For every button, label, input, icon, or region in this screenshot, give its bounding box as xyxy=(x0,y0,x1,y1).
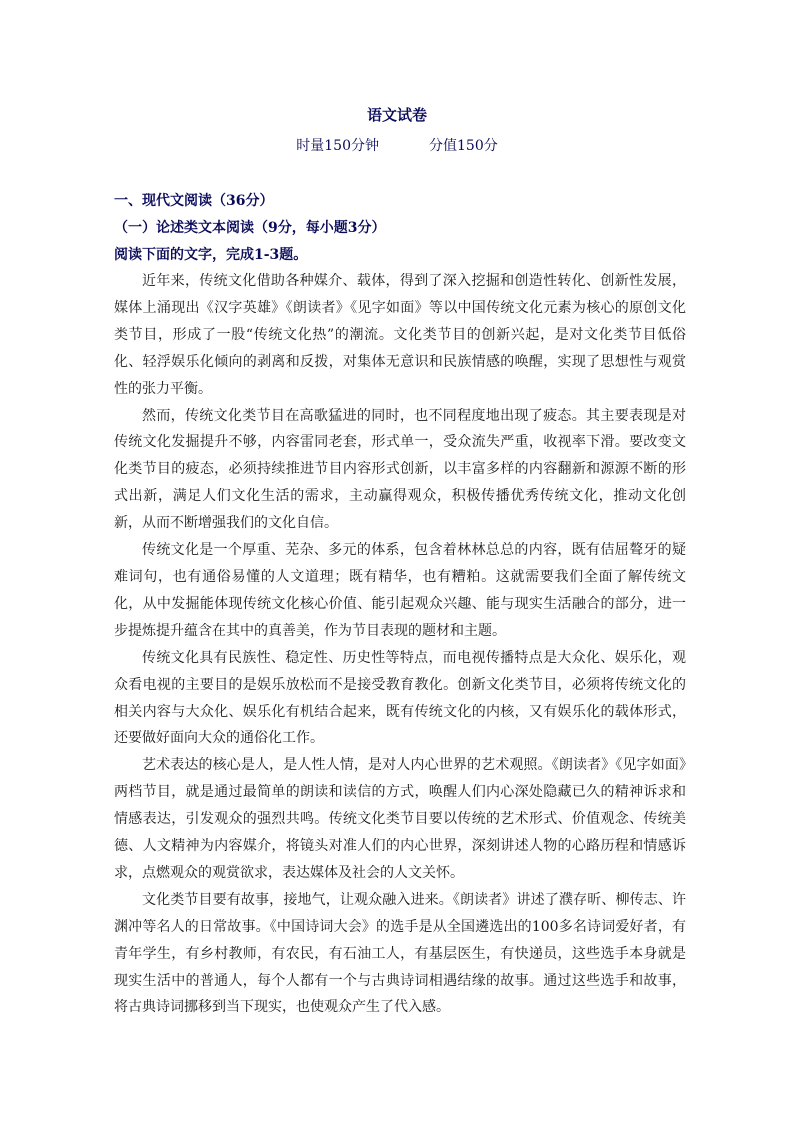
passage-paragraph-1: 近年来，传统文化借助各种媒介、载体，得到了深入挖掘和创造性转化、创新性发展，媒体上涌现出《汉字英雄》《朗读者》《见字如面》等以中国传统文化元素为核心的原创文化类节目，形成了一股“传统文化热”的潮流。文化类节目的创新兴起，是对文化类节目低俗化、轻浮娱乐化倾向的剥离和反拨，对集体无意识和民族情感的唤醒，实现了思想性与观赏性的张力平衡。 xyxy=(114,273,686,397)
passage-paragraph-6: 文化类节目要有故事，接地气，让观众融入进来。《朗读者》讲述了濮存昕、柳传志、许渊冲等名人的日常故事。《中国诗词大会》的选手是从全国遴选出的100多名诗词爱好者，有青年学生，有乡村教师，有农民，有石油工人，有基层医生，有快递员，这些选手本身就是现实生活中的普通人，每个人都有一个与古典诗词相遇结缘的故事。通过这些选手和故事，将古典诗词挪移到当下现实，也使观众产生了代入感。 xyxy=(114,891,686,1016)
total-score: 分值150分 xyxy=(429,138,498,154)
time-limit: 时量150分钟 xyxy=(296,138,379,154)
passage-paragraph-2: 然而，传统文化类节目在高歌猛进的同时，也不同程度地出现了疲态。其主要表现是对传统文化发掘提升不够，内容雷同老套，形式单一，受众流失严重，收视率下滑。要改变文化类节目的疲态，必须持续推进节目内容形式创新，以丰富多样的内容翻新和源源不断的形式出新，满足人们文化生活的需求，主动赢得观众，积极传播优秀传统文化，推动文化创新，从而不断增强我们的文化自信。 xyxy=(114,407,686,532)
section-heading-modern-reading: 一、现代文阅读（36分） xyxy=(114,193,274,209)
reading-instruction: 阅读下面的文字，完成1-3题。 xyxy=(114,247,308,263)
passage-body xyxy=(114,268,686,1021)
subsection-heading-argumentative: （一）论述类文本阅读（9分，每小题3分） xyxy=(114,220,386,236)
exam-meta xyxy=(0,135,794,155)
exam-title: 语文试卷 xyxy=(366,106,427,124)
passage-paragraph-4: 传统文化具有民族性、稳定性、历史性等特点，而电视传播特点是大众化、娱乐化，观众看电视的主要目的是娱乐放松而不是接受教育教化。创新文化类节目，必须将传统文化的相关内容与大众化、娱乐化有机结合起来，既有传统文化的内核，又有娱乐化的载体形式，还要做好面向大众的通俗化工作。 xyxy=(114,649,686,747)
passage-paragraph-3: 传统文化是一个厚重、芜杂、多元的体系，包含着林林总总的内容，既有佶屈聱牙的疑难词句，也有通俗易懂的人文道理；既有精华，也有糟粕。这就需要我们全面了解传统文化，从中发掘能体现传统文化核心价值、能引起观众兴趣、能与现实生活融合的部分，进一步提炼提升蕴含在其中的真善美，作为节目表现的题材和主题。 xyxy=(114,542,686,639)
passage-paragraph-5: 艺术表达的核心是人，是人性人情，是对人内心世界的艺术观照。《朗读者》《见字如面》两档节目，就是通过最简单的朗读和读信的方式，唤醒人们内心深处隐藏已久的精神诉求和情感表达，引发观众的强烈共鸣。传统文化类节目要以传统的艺术形式、价值观念、传统美德、人文精神为内容媒介，将镜头对准人们的内心世界，深刻讲述人物的心路历程和情感诉求，点燃观众的观赏欲求，表达媒体及社会的人文关怀。 xyxy=(114,757,686,881)
